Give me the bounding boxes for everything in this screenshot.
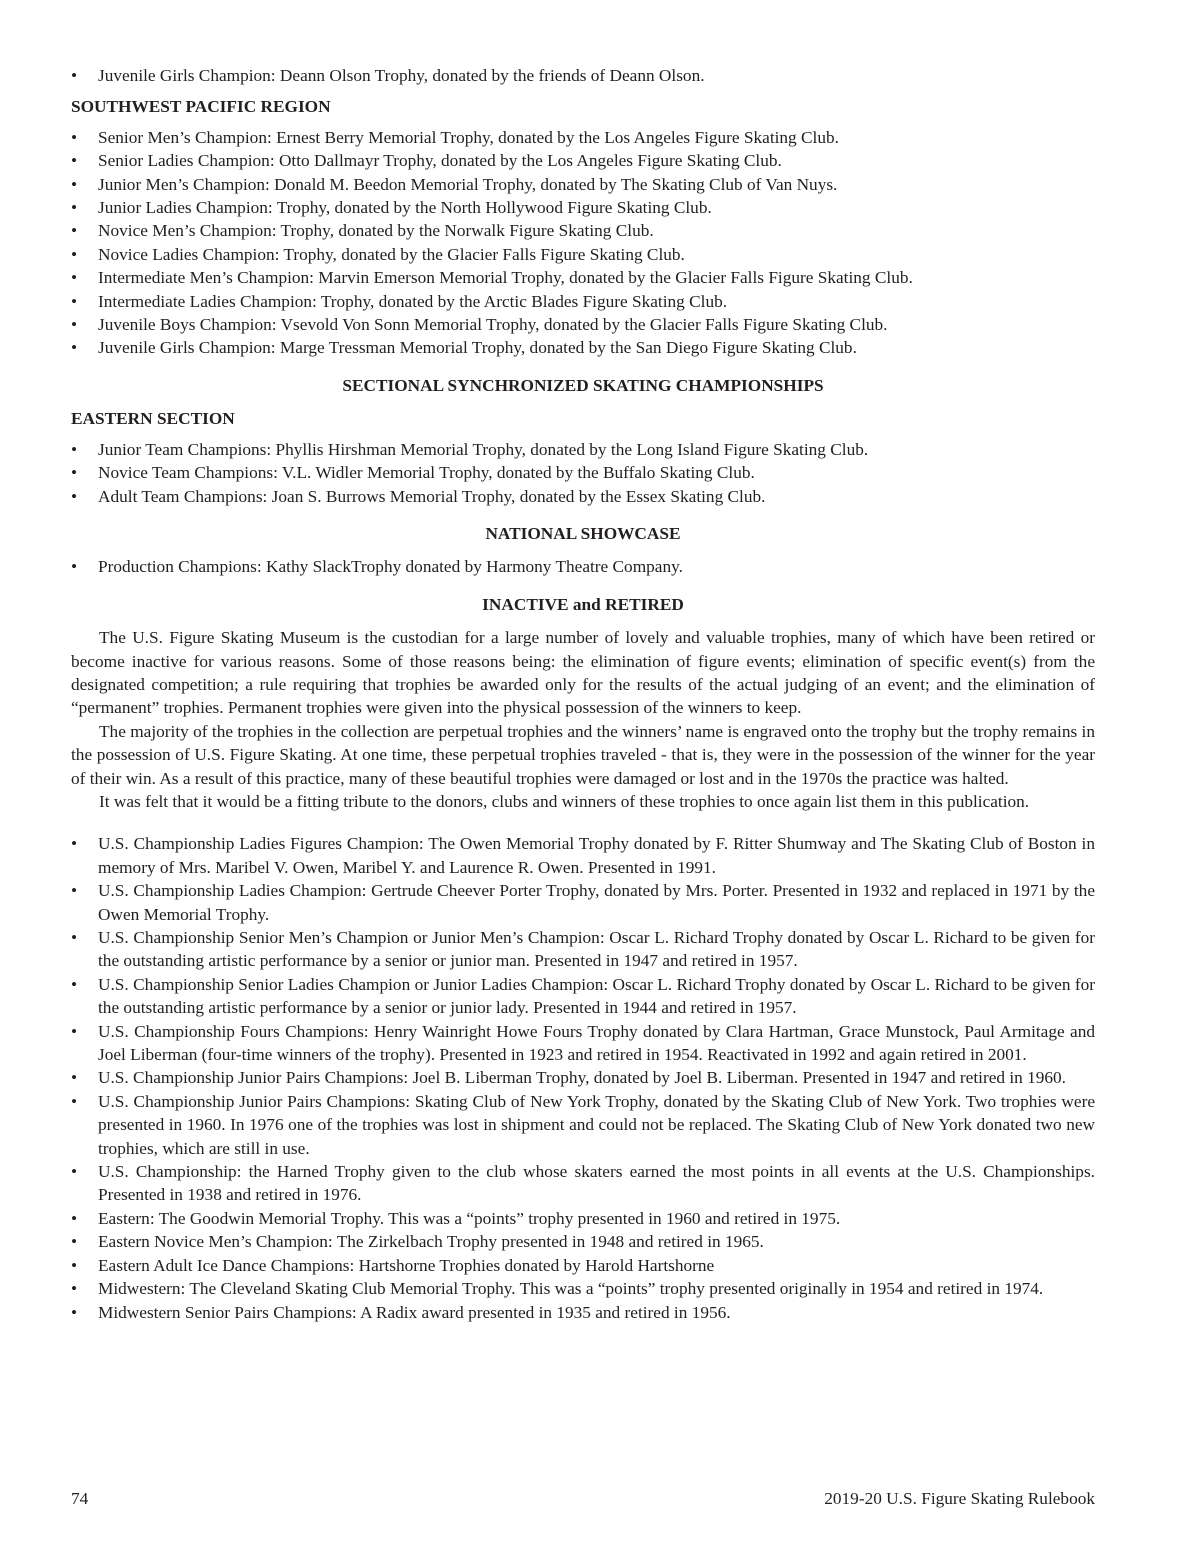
list-item: • U.S. Championship Ladies Champion: Gertrude Cheever Porter Trophy, donated by Mrs. Porter. Presented in 1932 and replaced in 1971 by the Owen Memorial Trophy. — [71, 879, 1095, 926]
page-number: 74 — [71, 1489, 89, 1508]
paragraph: The U.S. Figure Skating Museum is the custodian for a large number of lovely and valuable trophies, many of which have been retired or become inactive for various reasons. Some of those reasons being: the elimination of figure events; elimination of specific event(s) from the designated competition; a rule requiring that trophies be awarded only for the results of the actual judging of an event; and the elimination of “permanent” trophies. Permanent trophies were given into the physical possession of the winners to keep. — [71, 628, 1095, 718]
inactive-retired-heading: INACTIVE and RETIRED — [482, 594, 684, 614]
footer-title: 2019-20 U.S. Figure Skating Rulebook — [824, 1489, 1095, 1508]
southwest-pacific-heading: SOUTHWEST PACIFIC REGION — [71, 97, 331, 117]
list-item: • Production Champions: Kathy SlackTrophy donated by Harmony Theatre Company. — [71, 555, 1095, 578]
list-item: • Senior Men’s Champion: Ernest Berry Memorial Trophy, donated by the Los Angeles Figure Skating Club. — [71, 126, 1095, 149]
list-item: • U.S. Championship: the Harned Trophy given to the club whose skaters earned the most points in all events at the U.S. Championships. Presented in 1938 and retired in 1976. — [71, 1160, 1095, 1207]
inactive-trophy-list — [71, 832, 1095, 1324]
list-item: • Juvenile Girls Champion: Marge Tressman Memorial Trophy, donated by the San Diego Figure Skating Club. — [71, 336, 1095, 359]
eastern-section-list — [71, 438, 1095, 508]
list-item: • Juvenile Boys Champion: Vsevold Von Sonn Memorial Trophy, donated by the Glacier Falls Figure Skating Club. — [71, 313, 1095, 336]
list-item: • U.S. Championship Ladies Figures Champion: The Owen Memorial Trophy donated by F. Ritter Shumway and The Skating Club of Boston in memory of Mrs. Maribel V. Owen, Maribel Y. and Laurence R. Owen. Presented in 1991. — [71, 832, 1095, 879]
list-item: • Novice Ladies Champion: Trophy, donated by the Glacier Falls Figure Skating Club. — [71, 243, 1095, 266]
list-item: • U.S. Championship Junior Pairs Champions: Skating Club of New York Trophy, donated by the Skating Club of New York. Two trophies were presented in 1960. In 1976 one of the trophies was lost in shipment and could not be replaced. The Skating Club of New York donated two new trophies, which are still in use. — [71, 1090, 1095, 1160]
paragraph: The majority of the trophies in the collection are perpetual trophies and the winners’ name is engraved onto the trophy but the trophy remains in the possession of U.S. Figure Skating. At one time, these perpetual trophies traveled - that is, they were in the possession of the winner for the year of their win. As a result of this practice, many of these beautiful trophies were damaged or lost and in the 1970s the practice was halted. — [71, 721, 1095, 788]
national-showcase-heading: NATIONAL SHOWCASE — [485, 523, 681, 543]
list-item: • Junior Men’s Champion: Donald M. Beedon Memorial Trophy, donated by The Skating Club of Van Nuys. — [71, 173, 1095, 196]
list-item: • Intermediate Ladies Champion: Trophy, donated by the Arctic Blades Figure Skating Club. — [71, 290, 1095, 313]
list-item: • Adult Team Champions: Joan S. Burrows Memorial Trophy, donated by the Essex Skating Club. — [71, 485, 1095, 508]
list-item: • Novice Men’s Champion: Trophy, donated by the Norwalk Figure Skating Club. — [71, 219, 1095, 242]
eastern-section-heading: EASTERN SECTION — [71, 409, 235, 429]
southwest-list — [71, 126, 1095, 360]
page-content — [71, 64, 1095, 1324]
list-item: • Novice Team Champions: V.L. Widler Memorial Trophy, donated by the Buffalo Skating Club. — [71, 461, 1095, 484]
paragraph: It was felt that it would be a fitting tribute to the donors, clubs and winners of these trophies to once again list them in this publication. — [99, 791, 1030, 811]
list-item: • U.S. Championship Junior Pairs Champions: Joel B. Liberman Trophy, donated by Joel B. Liberman. Presented in 1947 and retired in 1960. — [71, 1066, 1095, 1089]
top-list — [71, 64, 1095, 87]
list-item: • Junior Ladies Champion: Trophy, donated by the North Hollywood Figure Skating Club. — [71, 196, 1095, 219]
list-item: • Eastern Adult Ice Dance Champions: Hartshorne Trophies donated by Harold Hartshorne — [71, 1254, 1095, 1277]
list-item: • U.S. Championship Fours Champions: Henry Wainright Howe Fours Trophy donated by Clara Hartman, Grace Munstock, Paul Armitage and Joel Liberman (four-time winners of the trophy). Presented in 1923 and retired in 1954. Reactivated in 1992 and again retired in 2001. — [71, 1020, 1095, 1067]
list-item: • U.S. Championship Senior Ladies Champion or Junior Ladies Champion: Oscar L. Richard Trophy donated by Oscar L. Richard to be given for the outstanding artistic performance by a senior or junior lady. Presented in 1944 and retired in 1957. — [71, 973, 1095, 1020]
sectional-synchro-heading: SECTIONAL SYNCHRONIZED SKATING CHAMPIONSHIPS — [342, 375, 824, 395]
list-item: • U.S. Championship Senior Men’s Champion or Junior Men’s Champion: Oscar L. Richard Trophy donated by Oscar L. Richard to be given for the outstanding artistic performance by a senior or junior man. Presented in 1947 and retired in 1957. — [71, 926, 1095, 973]
list-item: • Intermediate Men’s Champion: Marvin Emerson Memorial Trophy, donated by the Glacier Falls Figure Skating Club. — [71, 266, 1095, 289]
list-item: • Midwestern: The Cleveland Skating Club Memorial Trophy. This was a “points” trophy presented originally in 1954 and retired in 1974. — [71, 1277, 1095, 1300]
list-item: • Senior Ladies Champion: Otto Dallmayr Trophy, donated by the Los Angeles Figure Skating Club. — [71, 149, 1095, 172]
list-item: • Eastern: The Goodwin Memorial Trophy. This was a “points” trophy presented in 1960 and retired in 1975. — [71, 1207, 1095, 1230]
list-item: • Junior Team Champions: Phyllis Hirshman Memorial Trophy, donated by the Long Island Figure Skating Club. — [71, 438, 1095, 461]
list-item: • Midwestern Senior Pairs Champions: A Radix award presented in 1935 and retired in 1956. — [71, 1301, 1095, 1324]
list-item: • Eastern Novice Men’s Champion: The Zirkelbach Trophy presented in 1948 and retired in 1965. — [71, 1230, 1095, 1253]
list-item: • Juvenile Girls Champion: Deann Olson Trophy, donated by the friends of Deann Olson. — [71, 64, 1095, 87]
showcase-list — [71, 555, 1095, 578]
